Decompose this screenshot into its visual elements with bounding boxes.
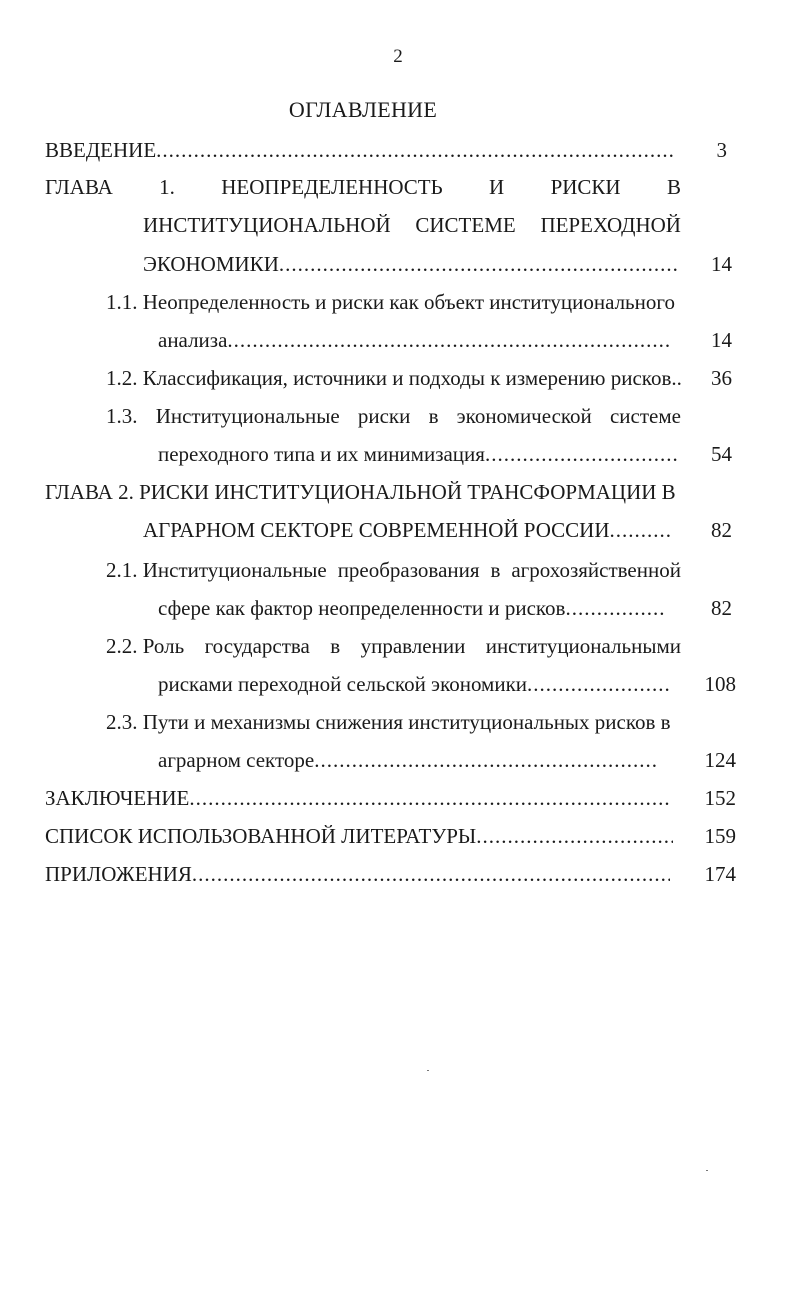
dot-leader: [476, 821, 673, 851]
toc-entry-section-1-1[interactable]: 1.1. Неопределенность и риски как объект институционального: [106, 290, 675, 314]
toc-entry-chapter-1-line-3: ЭКОНОМИКИ .....: [143, 249, 679, 279]
toc-entry-section-1-3-line-2: переходного типа и их минимизация .....: [158, 439, 678, 469]
dot-leader: [156, 135, 675, 165]
toc-entry-section-2-2[interactable]: 2.2. Роль государства в управлении институциональными: [106, 634, 681, 658]
dot-leader: [565, 593, 666, 623]
page-number: 2: [393, 46, 403, 67]
toc-page-number: 14: [711, 252, 732, 276]
dot-leader: [192, 859, 670, 889]
dot-leader: [610, 515, 673, 545]
toc-entry-chapter-2[interactable]: ГЛАВА 2. РИСКИ ИНСТИТУЦИОНАЛЬНОЙ ТРАНСФОРМАЦИИ В: [45, 480, 676, 504]
toc-entry-chapter-1-line-2: ИНСТИТУЦИОНАЛЬНОЙ СИСТЕМЕ ПЕРЕХОДНОЙ: [143, 213, 681, 237]
toc-page-number: 124: [704, 748, 736, 772]
dot-leader: [314, 745, 656, 775]
toc-page-number: 108: [704, 672, 736, 696]
dot-leader: [227, 325, 670, 355]
toc-entry-label: ВВЕДЕНИЕ: [45, 138, 157, 162]
toc-entry-references[interactable]: СПИСОК ИСПОЛЬЗОВАННОЙ ЛИТЕРАТУРЫ .....: [45, 821, 673, 851]
scan-speck: [427, 1070, 429, 1071]
toc-entry-chapter-2-line-2: АГРАРНОМ СЕКТОРЕ СОВРЕМЕННОЙ РОССИИ .....: [143, 515, 673, 545]
dot-leader: [279, 249, 679, 279]
toc-entry-section-2-3[interactable]: 2.3. Пути и механизмы снижения институциональных рисков в: [106, 710, 671, 734]
toc-page-number: 152: [704, 786, 736, 810]
scan-speck: [706, 1170, 708, 1171]
toc-page-number: 174: [704, 862, 736, 886]
toc-heading: ОГЛАВЛЕНИЕ: [288, 97, 438, 122]
toc-entry-section-2-3-line-2: аграрном секторе .....: [158, 745, 656, 775]
toc-entry-appendix[interactable]: ПРИЛОЖЕНИЯ .....: [45, 859, 670, 889]
dot-leader: [527, 669, 670, 699]
toc-entry-section-1-1-line-2: анализа .....: [158, 325, 670, 355]
dot-leader: [189, 783, 670, 813]
toc-entry-section-1-2[interactable]: 1.2. Классификация, источники и подходы к измерению рисков..: [106, 366, 682, 390]
toc-entry-section-2-2-line-2: рисками переходной сельской экономики .....: [158, 669, 670, 699]
dot-leader: [485, 439, 678, 469]
toc-entry-section-2-1-line-2: сфере как фактор неопределенности и рисков .....: [158, 593, 666, 623]
toc-page-number: 54: [711, 442, 732, 466]
toc-page-number: 14: [711, 328, 732, 352]
toc-page-number: 82: [711, 596, 732, 620]
toc-page-number: 36: [711, 366, 732, 390]
toc-entry-conclusion[interactable]: ЗАКЛЮЧЕНИЕ .....: [45, 783, 670, 813]
toc-entry-chapter-1[interactable]: ГЛАВА 1. НЕОПРЕДЕЛЕННОСТЬ И РИСКИ В: [45, 175, 681, 199]
toc-entry-intro[interactable]: [45, 135, 675, 165]
toc-page-number: 159: [704, 824, 736, 848]
toc-entry-section-2-1[interactable]: 2.1. Институциональные преобразования в агрохозяйственной: [106, 558, 681, 582]
toc-page-number: 3: [716, 138, 727, 162]
toc-entry-section-1-3[interactable]: 1.3. Институциональные риски в экономической системе: [106, 404, 681, 428]
toc-page-number: 82: [711, 518, 732, 542]
